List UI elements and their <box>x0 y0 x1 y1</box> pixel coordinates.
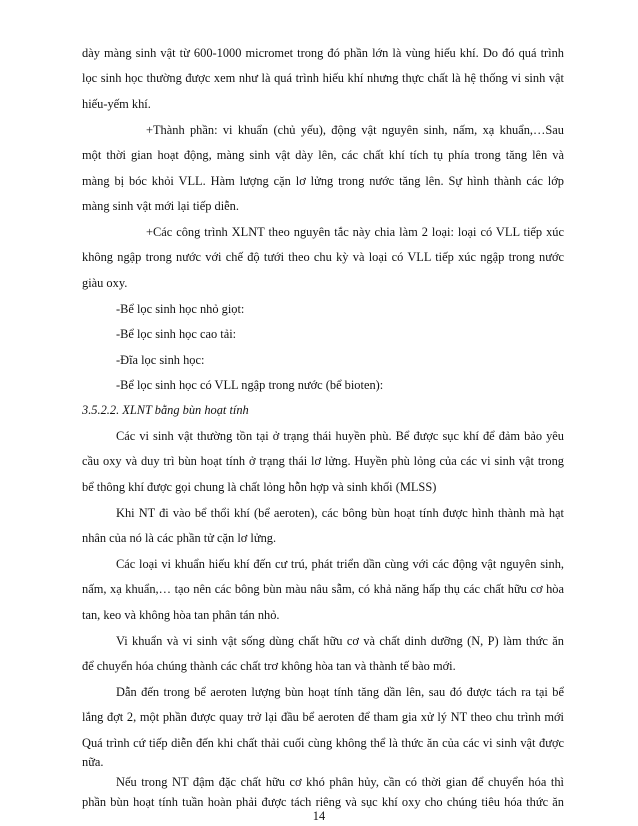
text-line: +Các công trình XLNT theo nguyên tắc này chia làm 2 loại: loại có VLL tiếp xúc <box>146 225 564 239</box>
text-line: lọc sinh học thường được xem như là quá trình hiếu khí nhưng thực chất là hệ thống vi sinh vật <box>82 71 564 85</box>
text-line: tan, keo và không hòa tan phân tán nhỏ. <box>82 608 280 622</box>
text-line: một thời gian hoạt động, màng sinh vật dày lên, các chất khí tích tụ phía trong tăng lên và <box>82 148 564 162</box>
text-line: nấm, xạ khuẩn,… tạo nên các bông bùn màu nâu sẫm, có khả năng hấp thụ các chất hữu cơ hòa <box>82 582 564 596</box>
text-line: Các loại vi khuẩn hiếu khí đến cư trú, phát triển dần cùng với các động vật nguyên sinh, <box>116 557 564 571</box>
list-item: -Bể lọc sinh học cao tải: <box>116 327 237 341</box>
list-item: -Đĩa lọc sinh học: <box>116 353 205 367</box>
text-line: Các vi sinh vật thường tồn tại ở trạng thái huyền phù. Bể được sục khí để đảm bảo yêu <box>116 429 564 443</box>
section-heading: 3.5.2.2. XLNT bằng bùn hoạt tính <box>82 403 249 417</box>
text-line: màng bị bóc khỏi VLL. Hàm lượng cặn lơ lửng trong nước tăng lên. Sự hình thành các lớp <box>82 174 564 188</box>
text-line: Vi khuẩn và vi sinh vật sống dùng chất hữu cơ và chất dinh dưỡng (N, P) làm thức ăn <box>116 634 564 648</box>
page-number: 14 <box>312 809 326 823</box>
text-line: không ngập trong nước với chế độ tưới theo chu kỳ và loại có VLL tiếp xúc ngập trong nước <box>82 250 564 264</box>
text-line: Dẫn đến trong bể aeroten lượng bùn hoạt tính tăng dần lên, sau đó được tách ra tại bể <box>116 685 564 699</box>
text-line: Nếu trong NT đậm đặc chất hữu cơ khó phân hủy, cần có thời gian để chuyển hóa thì <box>116 775 564 789</box>
text-line: lắng đợt 2, một phần được quay trở lại đầu bể aeroten để tham gia xử lý NT theo chu trình mới <box>82 710 564 724</box>
text-line: Khi NT đi vào bể thổi khí (bể aeroten), các bông bùn hoạt tính được hình thành mà hạt <box>116 506 564 520</box>
text-line: cầu oxy và duy trì bùn hoạt tính ở trạng thái lơ lửng. Huyền phù lỏng của các vi sinh vật trong <box>82 454 564 468</box>
text-line: dày màng sinh vật từ 600-1000 micromet trong đó phần lớn là vùng hiếu khí. Do đó quá trình <box>82 46 564 60</box>
list-item: -Bể lọc sinh học có VLL ngập trong nước (bể bioten): <box>116 378 384 392</box>
text-line: phần bùn hoạt tính tuần hoàn phải được tách riêng và sục khí oxy cho chúng tiêu hóa thức ăn <box>82 795 564 809</box>
list-item: -Bể lọc sinh học nhỏ giọt: <box>116 302 245 316</box>
text-line: hiếu-yếm khí. <box>82 97 151 111</box>
text-line: nhân của nó là các phần tử cặn lơ lửng. <box>82 531 277 545</box>
text-line: màng sinh vật mới lại tiếp diễn. <box>82 199 239 213</box>
text-line: bể thông khí được gọi chung là chất lỏng hỗn hợp và sinh khối (MLSS) <box>82 480 437 494</box>
text-line: Quá trình cứ tiếp diễn đến khi chất thải cuối cùng không thể là thức ăn của các vi sinh vật được <box>82 736 564 750</box>
text-line: để chuyển hóa chúng thành các chất trơ không hòa tan và thành tế bào mới. <box>82 659 456 673</box>
text-line: +Thành phần: vi khuẩn (chủ yếu), động vật nguyên sinh, nấm, xạ khuẩn,…Sau <box>146 123 564 137</box>
text-line: nữa. <box>82 755 104 769</box>
text-line: giàu oxy. <box>82 276 128 290</box>
